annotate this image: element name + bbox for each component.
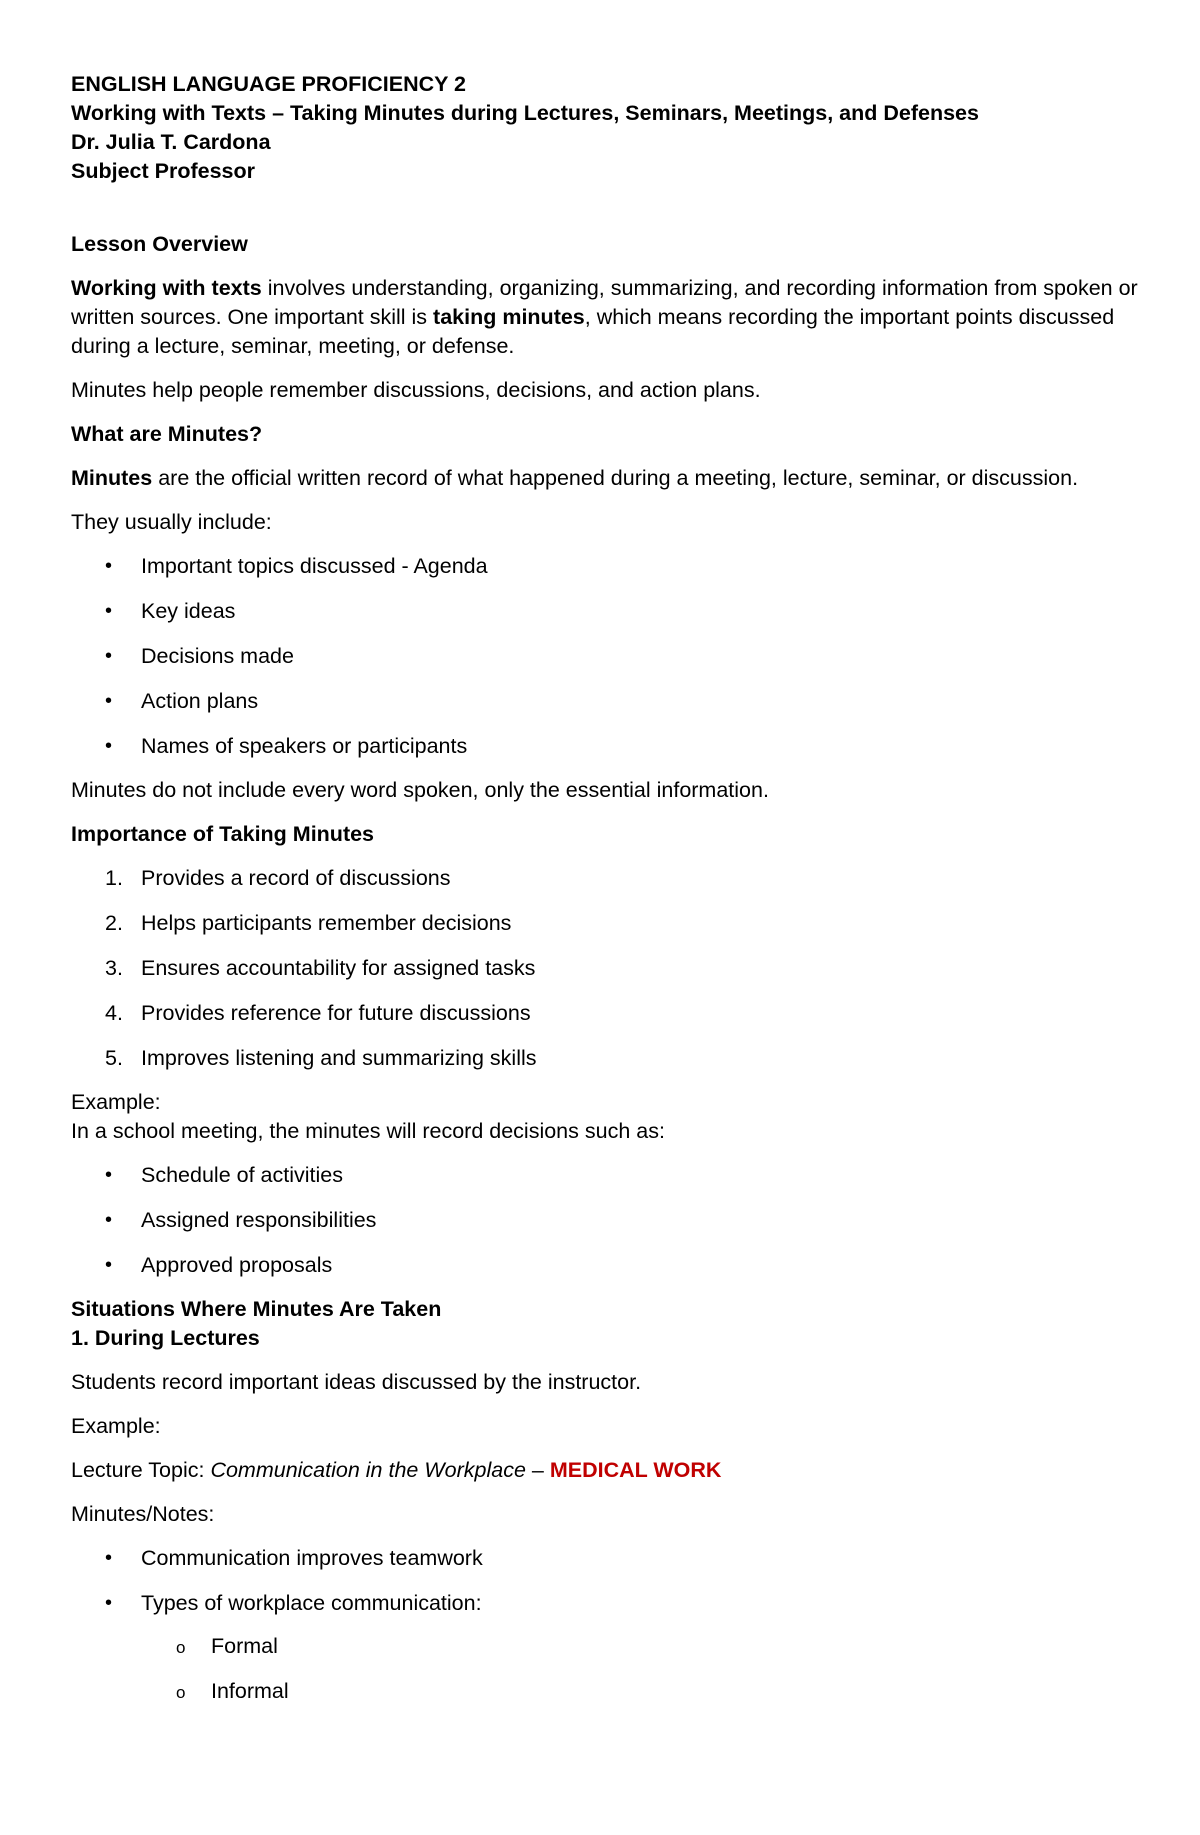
professor-name: Dr. Julia T. Cardona	[71, 130, 271, 154]
list-item-text: Types of workplace communication:	[141, 1591, 482, 1615]
overview-term-2: taking minutes	[433, 305, 585, 329]
importance-list	[71, 864, 1141, 1073]
overview-text-1: involves understanding, organizing, summarizing, and recording information from spoken or written sources. One important skill is	[71, 276, 1138, 329]
lectures-example-label: Example:	[71, 1414, 161, 1438]
sub-list-item-text: Informal	[211, 1679, 289, 1703]
example-list	[71, 1161, 1141, 1280]
list-number: 2.	[105, 911, 123, 935]
list-item-text: Assigned responsibilities	[141, 1208, 377, 1232]
notes-sublist	[141, 1632, 1141, 1706]
list-item	[71, 1544, 1141, 1573]
list-item	[71, 687, 1141, 716]
bullet-icon: •	[105, 555, 113, 577]
bullet-icon: •	[105, 1547, 113, 1569]
list-item	[71, 1206, 1141, 1235]
list-item	[71, 1589, 1141, 1706]
sub-list-item-text: Formal	[211, 1634, 278, 1658]
course-title: ENGLISH LANGUAGE PROFICIENCY 2	[71, 72, 467, 96]
what-are-minutes-heading: What are Minutes?	[71, 422, 263, 446]
lecture-topic-label: Lecture Topic:	[71, 1458, 211, 1482]
list-item-text: Ensures accountability for assigned tasks	[141, 956, 536, 980]
overview-term-1: Working with texts	[71, 276, 262, 300]
lecture-topic: Communication in the Workplace	[210, 1458, 526, 1482]
sub-list-item	[71, 1632, 1141, 1661]
lecture-accent-label: MEDICAL WORK	[549, 1458, 722, 1482]
minutes-note: Minutes do not include every word spoken, only the essential information.	[71, 778, 769, 802]
lectures-subheading: 1. During Lectures	[71, 1326, 260, 1350]
bullet-icon: •	[105, 645, 113, 667]
list-item-text: Provides a record of discussions	[141, 866, 451, 890]
minutes-notes-label: Minutes/Notes:	[71, 1502, 215, 1526]
list-item-text: Approved proposals	[141, 1253, 333, 1277]
situations-heading: Situations Where Minutes Are Taken	[71, 1297, 442, 1321]
list-item	[71, 1251, 1141, 1280]
bullet-icon: •	[105, 1592, 113, 1614]
list-item-text: Communication improves teamwork	[141, 1546, 483, 1570]
lectures-text: Students record important ideas discussed by the instructor.	[71, 1370, 642, 1394]
circle-bullet-icon: o	[176, 1683, 186, 1702]
list-number: 5.	[105, 1046, 123, 1070]
circle-bullet-icon: o	[176, 1638, 186, 1657]
bullet-icon: •	[105, 1164, 113, 1186]
notes-list	[71, 1544, 1141, 1706]
include-list	[71, 552, 1141, 761]
list-item	[71, 1044, 1141, 1073]
list-item	[71, 597, 1141, 626]
list-number: 3.	[105, 956, 123, 980]
list-item	[71, 954, 1141, 983]
minutes-definition	[71, 464, 1141, 493]
list-item-text: Key ideas	[141, 599, 236, 623]
list-item	[71, 864, 1141, 893]
list-item-text: Improves listening and summarizing skills	[141, 1046, 537, 1070]
overview-paragraph	[71, 274, 1141, 361]
list-item	[71, 642, 1141, 671]
lesson-overview-heading: Lesson Overview	[71, 232, 248, 256]
list-item	[71, 732, 1141, 761]
importance-heading: Importance of Taking Minutes	[71, 822, 375, 846]
minutes-definition-text: are the official written record of what happened during a meeting, lecture, seminar, or discussion.	[152, 466, 1079, 490]
list-number: 1.	[105, 866, 123, 890]
example-label: Example:	[71, 1090, 161, 1114]
include-intro: They usually include:	[71, 510, 272, 534]
bullet-icon: •	[105, 1254, 113, 1276]
lecture-dash: –	[525, 1458, 550, 1482]
professor-role: Subject Professor	[71, 159, 255, 183]
list-item-text: Decisions made	[141, 644, 294, 668]
overview-text-2: , which means recording the important points discussed during a lecture, seminar, meeting, or defense.	[71, 305, 1115, 358]
bullet-icon: •	[105, 600, 113, 622]
list-item	[71, 552, 1141, 581]
list-item	[71, 999, 1141, 1028]
example-text: In a school meeting, the minutes will record decisions such as:	[71, 1119, 665, 1143]
lesson-topic: Working with Texts – Taking Minutes during Lectures, Seminars, Meetings, and Defenses	[71, 101, 979, 125]
lecture-topic-line	[71, 1456, 1141, 1485]
list-number: 4.	[105, 1001, 123, 1025]
minutes-term: Minutes	[71, 466, 153, 490]
overview-paragraph-2: Minutes help people remember discussions, decisions, and action plans.	[71, 378, 761, 402]
document-header	[71, 70, 1141, 186]
list-item-text: Important topics discussed - Agenda	[141, 554, 488, 578]
list-item-text: Names of speakers or participants	[141, 734, 468, 758]
sub-list-item	[71, 1677, 1141, 1706]
bullet-icon: •	[105, 1209, 113, 1231]
document-body	[71, 70, 1141, 1721]
list-item-text: Schedule of activities	[141, 1163, 343, 1187]
bullet-icon: •	[105, 735, 113, 757]
list-item-text: Helps participants remember decisions	[141, 911, 512, 935]
bullet-icon: •	[105, 690, 113, 712]
list-item-text: Provides reference for future discussions	[141, 1001, 531, 1025]
list-item	[71, 909, 1141, 938]
list-item-text: Action plans	[141, 689, 259, 713]
list-item	[71, 1161, 1141, 1190]
